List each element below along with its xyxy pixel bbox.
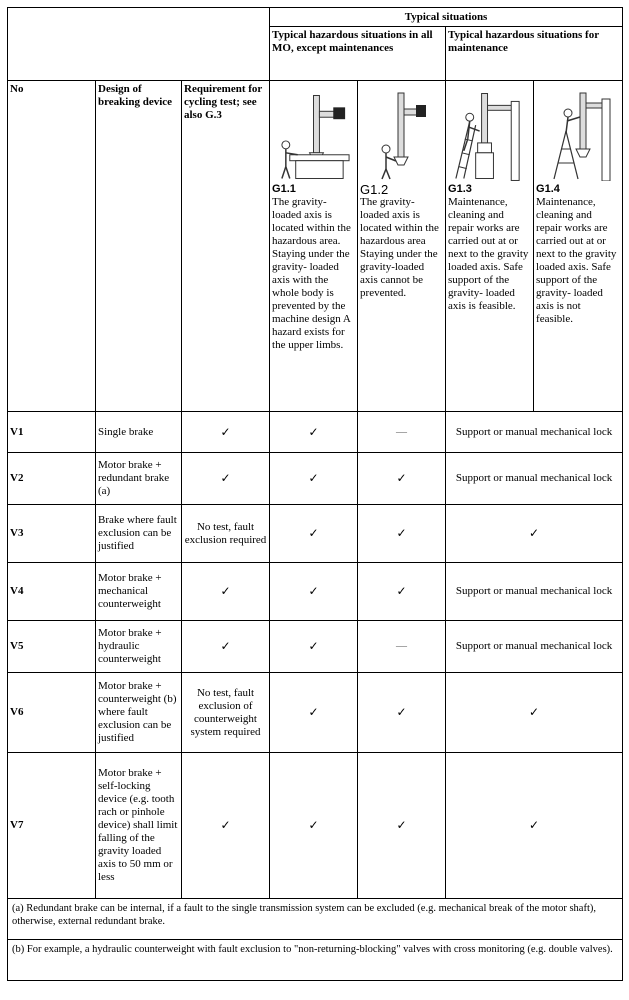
row-design: Motor brake + redundant brake (a) [96,453,182,505]
check-mark: ✓ [182,753,270,899]
situation-description: The gravity-loaded axis is located within the hazardous area. Staying under the gravity- loaded axis with the whole body is prevented by the machine design A hazard exists for the upper limbs. [272,196,351,351]
maintenance-requirement: Support or manual mechanical lock [446,453,623,505]
machine-person-under-axis-illustration [360,83,443,181]
check-mark: ✓ [446,673,623,753]
situation-g12-cell [358,81,446,412]
row-number: V7 [8,753,96,899]
maintenance-requirement: Support or manual mechanical lock [446,621,623,673]
table-row [8,563,623,621]
situation-description: Maintenance, cleaning and repair works are carried out at or next to the gravity loaded axis. Safe support of the gravity- loaded axis is not feasible. [536,196,617,325]
header-blank-cell [8,8,270,81]
situation-description: Maintenance, cleaning and repair works are carried out at or next to the gravity loaded axis. Safe support of the gravity- loaded axis is feasible. [448,196,529,312]
header-row-1 [8,8,623,27]
check-mark: ✓ [446,753,623,899]
check-mark: ✓ [270,453,358,505]
row-number: V4 [8,563,96,621]
row-design: Motor brake + mechanical counterweight [96,563,182,621]
row-requirement: No test, fault exclusion of counterweight system required [182,673,270,753]
column-header-row [8,81,623,412]
check-mark: ✓ [358,453,446,505]
situation-code: G1.2 [360,182,389,197]
check-mark: ✓ [182,563,270,621]
check-mark: ✓ [446,505,623,563]
situation-code: G1.3 [448,183,472,195]
dash-mark: — [358,621,446,673]
maintenance-requirement: Support or manual mechanical lock [446,563,623,621]
hazard-table-wrapper [7,7,622,981]
check-mark: ✓ [358,505,446,563]
table-row [8,505,623,563]
maintenance-requirement: Support or manual mechanical lock [446,412,623,453]
row-requirement: No test, fault exclusion required [182,505,270,563]
check-mark: ✓ [182,621,270,673]
check-mark: ✓ [358,563,446,621]
dash-mark: — [358,412,446,453]
group-all-mo-heading: Typical hazardous situations in all MO, except maintenances [270,27,446,81]
machine-operator-illustration [272,83,355,181]
situation-code: G1.1 [272,183,296,195]
check-mark: ✓ [182,453,270,505]
note-a-row [8,899,623,940]
check-mark: ✓ [270,563,358,621]
col-requirement-heading: Requirement for cycling test; see also G.3 [182,81,270,412]
note-b-row [8,940,623,981]
table-row [8,412,623,453]
maintenance-stepladder-illustration [536,83,620,181]
situation-g11-cell [270,81,358,412]
col-no-heading: No [8,81,96,412]
check-mark: ✓ [270,753,358,899]
maintenance-ladder-illustration [448,83,531,181]
check-mark: ✓ [182,412,270,453]
table-row [8,753,623,899]
check-mark: ✓ [270,621,358,673]
col-design-heading: Design of breaking device [96,81,182,412]
row-number: V5 [8,621,96,673]
row-design: Motor brake + self-locking device (e.g. tooth rach or pinhole device) shall limit falling of the gravity loaded axis to 50 mm or less [96,753,182,899]
check-mark: ✓ [270,673,358,753]
row-number: V2 [8,453,96,505]
situation-description: The gravity-loaded axis is located within the hazardous area Staying under the gravity-loaded axis cannot be prevented. [360,196,439,299]
row-design: Single brake [96,412,182,453]
group-maintenance-heading: Typical hazardous situations for maintenance [446,27,623,81]
check-mark: ✓ [358,673,446,753]
situation-code: G1.4 [536,183,560,195]
check-mark: ✓ [270,412,358,453]
situation-g14-cell [534,81,623,412]
table-row [8,621,623,673]
hazard-table [7,7,623,981]
row-design: Motor brake + hydraulic counterweight [96,621,182,673]
typical-situations-heading: Typical situations [270,8,623,27]
check-mark: ✓ [358,753,446,899]
situation-g13-cell [446,81,534,412]
row-number: V1 [8,412,96,453]
row-number: V6 [8,673,96,753]
row-number: V3 [8,505,96,563]
check-mark: ✓ [270,505,358,563]
row-design: Motor brake + counterweight (b) where fault exclusion can be justified [96,673,182,753]
table-row [8,453,623,505]
row-design: Brake where fault exclusion can be justified [96,505,182,563]
footnote-a: (a) Redundant brake can be internal, if a fault to the single transmission system can be excluded (e.g. mechanical break of the motor shaft), otherwise, external redundant brake. [8,899,623,940]
table-row [8,673,623,753]
footnote-b: (b) For example, a hydraulic counterweight with fault exclusion to "non-returning-blocking" valves with cross monitoring (e.g. double valves). [8,940,623,981]
